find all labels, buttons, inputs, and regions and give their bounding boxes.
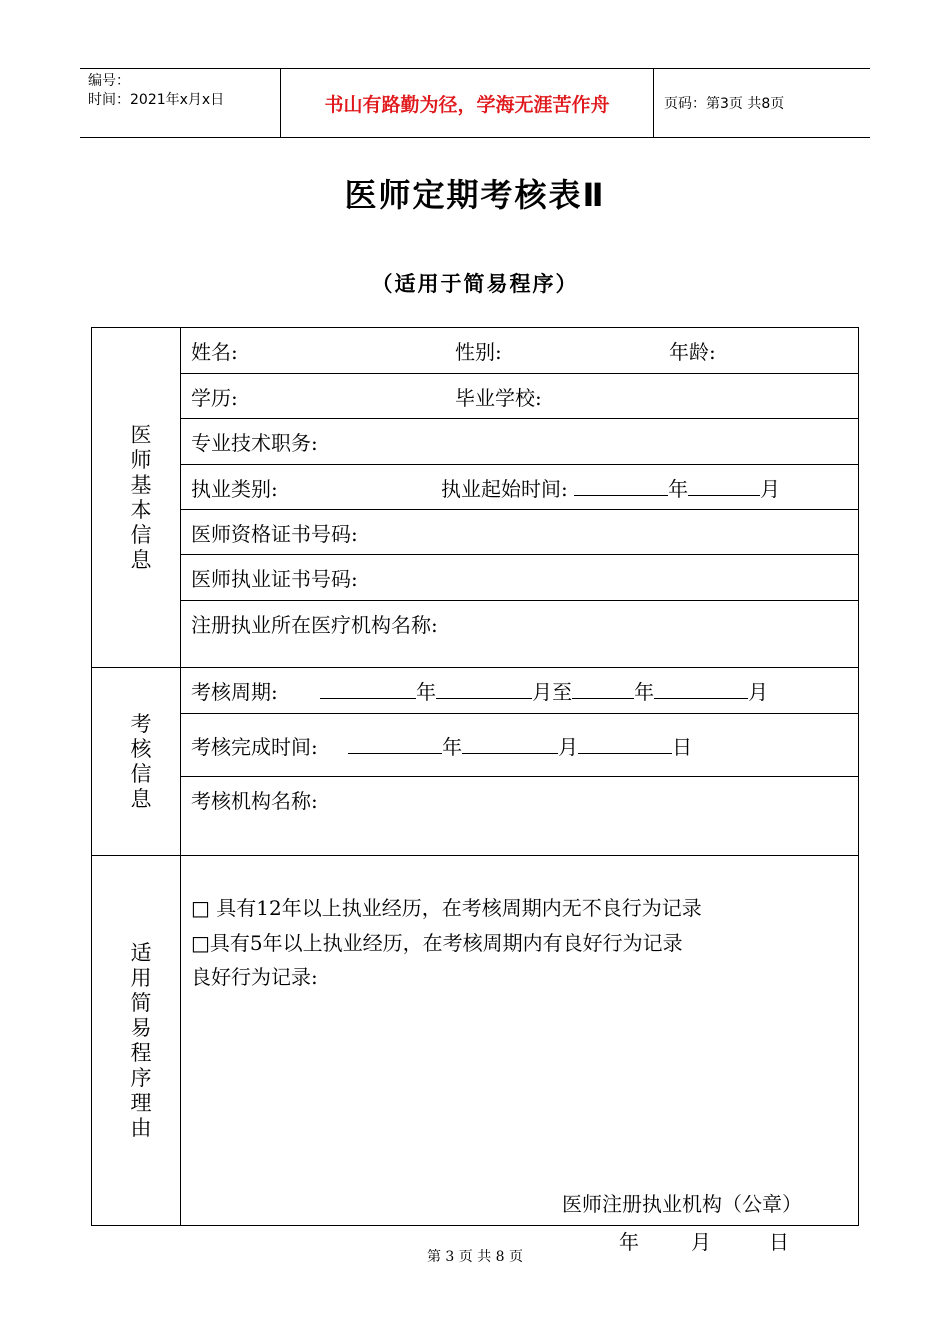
document-subtitle: （适用于简易程序） xyxy=(371,272,579,296)
row-license xyxy=(92,555,859,601)
reason-option-5-years[interactable]: □具有5年以上执业经历，在考核周期内有良好行为记录 xyxy=(191,931,683,955)
cell-practice-type-start[interactable] xyxy=(181,465,859,510)
section-reason-label: 适用简易程序理由 xyxy=(92,856,181,1226)
seal-date-day: 日 xyxy=(769,1230,789,1254)
institution-seal-label: 医师注册执业机构（公章） xyxy=(562,1192,802,1216)
completion-label: 考核完成时间: xyxy=(191,734,318,759)
row-education-school xyxy=(92,374,859,419)
qualification-no-label: 医师资格证书号码: xyxy=(191,521,358,546)
period-start-month-blank[interactable] xyxy=(436,680,532,699)
institution-label: 注册执业所在医疗机构名称: xyxy=(191,613,438,637)
period-end-month-blank[interactable] xyxy=(654,680,748,699)
period-year2-unit: 年 xyxy=(634,680,655,704)
good-record-label: 良好行为记录: xyxy=(191,965,318,989)
period-year-unit: 年 xyxy=(416,680,437,704)
reason-option-12-years[interactable]: □ 具有12年以上执业经历，在考核周期内无不良行为记录 xyxy=(191,896,702,920)
cell-completion[interactable] xyxy=(181,714,859,777)
page-footer: 第 3 页 共 8 页 xyxy=(426,1249,524,1265)
doc-number-label: 编号： xyxy=(88,73,130,89)
row-title xyxy=(92,419,859,465)
assessment-form-table xyxy=(91,327,859,1254)
period-label: 考核周期: xyxy=(191,680,278,704)
header-motto: 书山有路勤为径，学海无涯苦作舟 xyxy=(280,69,654,137)
practice-start-group xyxy=(441,473,780,502)
completion-day-unit: 日 xyxy=(672,734,693,759)
page-header xyxy=(80,68,870,138)
cell-name-gender-age[interactable] xyxy=(181,328,859,374)
cell-institution[interactable] xyxy=(181,601,859,668)
cell-reason[interactable] xyxy=(181,856,859,1254)
seal-date-year: 年 xyxy=(619,1230,639,1254)
license-no-label: 医师执业证书号码: xyxy=(191,567,358,591)
practice-start-label: 执业起始时间: xyxy=(441,476,568,501)
agency-label: 考核机构名称: xyxy=(191,789,318,813)
cell-education-school[interactable] xyxy=(181,374,859,419)
row-name-gender-age xyxy=(92,328,859,374)
header-meta xyxy=(80,69,280,137)
practice-start-month-unit: 月 xyxy=(760,476,781,501)
practice-start-year-blank[interactable] xyxy=(574,477,668,496)
professional-title-label: 专业技术职务: xyxy=(191,431,318,455)
row-completion xyxy=(92,714,859,777)
row-period xyxy=(92,668,859,714)
section-basic-label: 医师基本信息 xyxy=(92,328,181,668)
row-practice xyxy=(92,465,859,510)
practice-type-label: 执业类别: xyxy=(191,476,278,501)
completion-month-unit: 月 xyxy=(558,734,579,759)
practice-start-month-blank[interactable] xyxy=(688,477,760,496)
education-label: 学历: xyxy=(191,385,238,410)
cell-period[interactable] xyxy=(181,668,859,714)
period-end-year-blank[interactable] xyxy=(572,680,634,699)
practice-start-year-unit: 年 xyxy=(668,476,689,501)
school-label: 毕业学校: xyxy=(455,385,542,410)
cell-professional-title[interactable] xyxy=(181,419,859,465)
cell-agency[interactable] xyxy=(181,777,859,856)
period-month-unit: 月 xyxy=(748,680,769,704)
row-qualification xyxy=(92,510,859,555)
period-start-year-blank[interactable] xyxy=(320,680,416,699)
row-institution xyxy=(92,601,859,668)
gender-label: 性别: xyxy=(455,340,502,364)
completion-day-blank[interactable] xyxy=(578,735,672,754)
document-title: 医师定期考核表Ⅱ xyxy=(344,176,606,214)
row-agency xyxy=(92,777,859,856)
seal-date-month: 月 xyxy=(691,1230,711,1254)
row-reason xyxy=(92,856,859,1226)
completion-year-unit: 年 xyxy=(442,734,463,759)
completion-year-blank[interactable] xyxy=(348,735,442,754)
cell-license-no[interactable] xyxy=(181,555,859,601)
completion-month-blank[interactable] xyxy=(462,735,558,754)
section-assessment-label: 考核信息 xyxy=(92,668,181,856)
name-label: 姓名: xyxy=(191,340,238,364)
period-month-to-unit: 月至 xyxy=(532,680,573,704)
cell-qualification-no[interactable] xyxy=(181,510,859,555)
doc-time-label: 时间：2021年x月x日 xyxy=(88,92,225,108)
header-page-info: 页码：第3页 共8页 xyxy=(664,96,785,112)
age-label: 年龄: xyxy=(669,340,716,364)
